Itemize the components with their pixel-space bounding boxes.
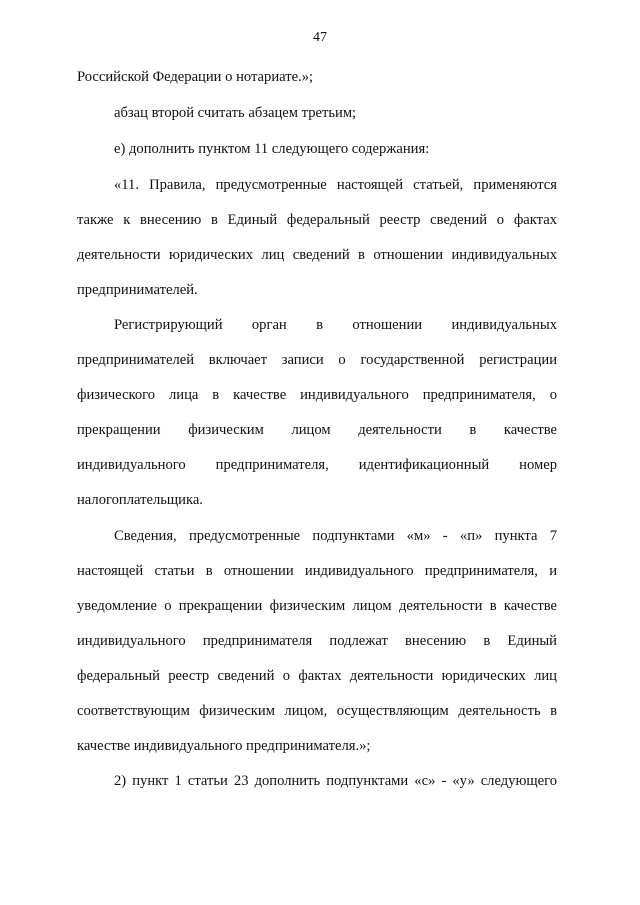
- text-line: физического лица в качестве индивидуального предпринимателя, о: [77, 387, 557, 403]
- text-line: предпринимателей.: [77, 282, 198, 298]
- text-line: соответствующим физическим лицом, осуществляющим деятельность в: [77, 703, 557, 719]
- text-line: уведомление о прекращении физическим лицом деятельности в качестве: [77, 598, 557, 614]
- page-number: 47: [313, 30, 327, 45]
- text-line: федеральный реестр сведений о фактах деятельности юридических лиц: [77, 668, 557, 684]
- text-line: е) дополнить пунктом 11 следующего содержания:: [114, 141, 430, 157]
- text-line: 2) пункт 1 статьи 23 дополнить подпунктами «с» - «у» следующего: [114, 773, 557, 789]
- text-line: Регистрирующий орган в отношении индивидуальных: [114, 317, 557, 333]
- text-line: предпринимателей включает записи о государственной регистрации: [77, 352, 557, 368]
- text-line: Российской Федерации о нотариате.»;: [77, 69, 314, 85]
- text-line: Сведения, предусмотренные подпунктами «м» - «п» пункта 7: [114, 528, 557, 544]
- text-line: индивидуального предпринимателя подлежат внесению в Единый: [77, 633, 557, 649]
- text-line: «11. Правила, предусмотренные настоящей статьей, применяются: [114, 177, 557, 193]
- text-line: абзац второй считать абзацем третьим;: [114, 105, 357, 121]
- text-line: также к внесению в Единый федеральный реестр сведений о фактах: [77, 212, 557, 228]
- text-line: деятельности юридических лиц сведений в отношении индивидуальных: [77, 247, 557, 263]
- text-line: индивидуального предпринимателя, идентификационный номер: [77, 457, 557, 473]
- text-line: прекращении физическим лицом деятельности в качестве: [77, 422, 557, 438]
- text-line: налогоплательщика.: [77, 492, 203, 508]
- text-line: настоящей статьи в отношении индивидуального предпринимателя, и: [77, 563, 557, 579]
- text-line: качестве индивидуального предпринимателя.»;: [77, 738, 371, 754]
